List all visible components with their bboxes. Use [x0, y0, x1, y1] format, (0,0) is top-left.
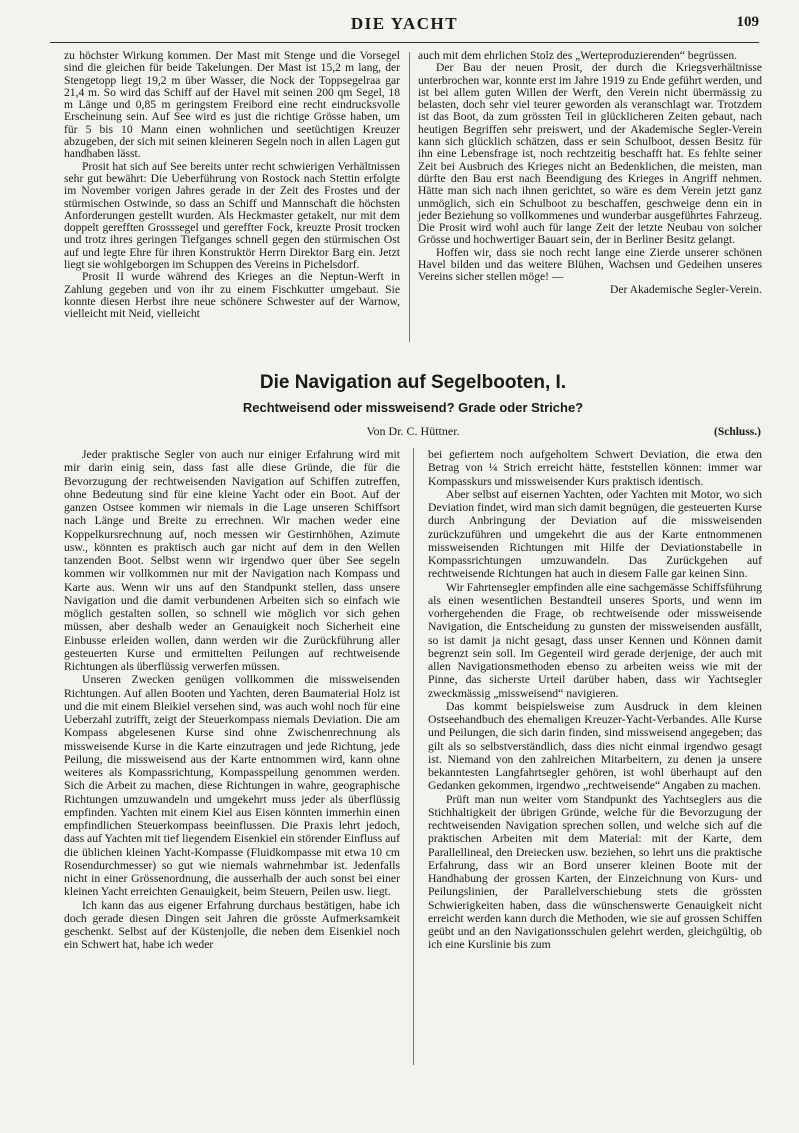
paragraph: auch mit dem ehrlichen Stolz des „Werteproduzierenden“ begrüssen.: [418, 49, 738, 62]
paragraph: Wir Fahrtensegler empfinden alle eine sachgemässe Schiffsführung als einen wesentlichen Bestandteil unseres Sports, und wenn im vorhergehenden die Frage, ob rechtweisende oder missweisende Navigation, die Entscheidung zu gunsten der missweisenden ausfällt, so ist damit ja nicht gesagt, dass unser Kennen und Können damit begrenzt sein soll. Im Gegenteil wird gerade derjenige, der auch mit allen Navigationsmethoden ebenso zu arbeiten weiss wie mit der Pinne, das sicherste Urteil darüber haben, dass wir Yachtsegler zweckmässig „missweisend“ navigieren.: [428, 580, 762, 700]
article-right-column: [428, 448, 762, 952]
author-byline: Von Dr. C. Hüttner.: [366, 424, 460, 438]
header-divider: [50, 42, 759, 43]
paragraph: Der Bau der neuen Prosit, der durch die Kriegsverhältnisse unterbrochen war, konnte erst im Jahre 1919 zu Ende geführt werden, und ist bei allem guten Willen der Werft, den Verein nicht übermässig zu belasten, doch sehr viel teurer geworden als veranschlagt war. Trotzdem ist das Boot, da zum grössten Teil in glücklicheren Zeiten gebaut, nach heutigen Begriffen sehr preiswert, und der Akademische Segler-Verein kann sich glücklich schätzen, dass er sein Schulboot, dessen Besitz für ihn eine Lebensfrage ist, noch rechtzeitig beschafft hat. Es fehlte seiner Zeit bei Ausbruch des Krieges nicht an Bedenklichen, die meisten, man dürfte den Bau erst nach Beendigung des Krieges in Angriff nehmen. Hätte man sich nach ihnen gerichtet, so wäre es dem Verein jetzt ganz unmöglich, sich ein Schulboot zu beschaffen, geschweige denn ein in jeder Beziehung so vollkommenes und wunderbar ausgeführtes Fahrzeug. Die Prosit wird wohl auch für lange Zeit der letzte Neubau von solcher Grösse und hochwertiger Bauart sein, der in Berliner Besitz gelangt.: [418, 61, 762, 247]
article-subtitle: Rechtweisend oder missweisend? Grade oder Striche?: [242, 400, 584, 415]
paragraph: Prosit II wurde während des Krieges an die Neptun-Werft in Zahlung gegeben und von ihr zu einem Fischkutter umgebaut. Sie konnte diesen Herbst ihre neue schönere Schwester auf der Warnow, vielleicht mit Neid, vielleicht: [64, 270, 400, 321]
article-left-column: [64, 448, 400, 952]
paragraph: Jeder praktische Segler von auch nur einiger Erfahrung wird mit mir darin einig sein, dass fast alle diese Gründe, die für die Bevorzugung der rechtweisenden Navigation auf Schiffen zutreffen, ohne Bedeutung sind für eine kleine Yacht oder ein Boot. Auf der ganzen Ostsee kommen wir niemals in die Lage unseren Schiffsort nach Länge und Breite zu errechnen. Wir machen weder eine Koppelkursrechnung auf, noch messen wir Gestirnhöhen, Azimute usw., könnten es praktisch auch gar nicht auf dem in den Wellen tanzenden Boot. Selbst wenn wir irgendwo quer über See segeln kommen wir vollkommen nur mit der Navigation nach Kompass und Karte aus. Wenn wir uns auf den Standpunkt stellen, dass unsere Navigation und die damit verbundenen Arbeiten sich so einfach wie möglich gestalten sollen, so schnell wie möglich vor sich gehen müssen, aber deshalb weder an Genauigkeit noch Sicherheit eine Einbusse erleiden wollen, dann werden wir die Zurückführung aller gesteuerten Kurse und ermittelten Peilungen auf rechtweisende Richtungen als überflüssig verwerfen müssen.: [64, 448, 400, 673]
paragraph: Prüft man nun weiter vom Standpunkt des Yachtseglers aus die Stichhaltigkeit der übrigen Gründe, welche für die Bevorzugung der rechtweisenden Navigation sprechen sollen, und welche sich auf die praktischen Arbeiten mit dem Material: mit der Karte, dem Parallellineal, den Dreiecken usw. beziehen, so lehrt uns die praktische Erfahrung, dass wir an Bord unserer kleinen Boote mit der Handhabung der grossen Karten, der Einzeichnung von Kurs- und Peilungslinien, der Parallelverschiebung stets die grössten Schwierigkeiten haben, dass die wünschenswerte Genauigkeit nicht erreicht werden kann durch die Methoden, wie sie auf grossen Schiffen geübt und an den Navigationsschulen gelehrt werden, gleichgültig, ob ich eine Kurslinie bis zum: [428, 792, 762, 952]
previous-article-right-column: [418, 50, 762, 296]
signature: Der Akademische Segler-Verein.: [609, 282, 762, 296]
paragraph: Das kommt beispielsweise zum Ausdruck in dem kleinen Ostseehandbuch des ehemaligen Kreuzer-Yacht-Verbandes. Alle Kurse und Peilungen, die sich darin finden, sind missweisend angegeben; das gilt als so selbstverständlich, dass dies nicht einmal irgendwo gesagt ist. Niemand von den zahlreichen Mitarbeitern, zu denen ja unsere bekanntesten Langfahrtsegler gehören, ist wohl überhaupt auf den Gedanken gekommen, irgendwo „rechtweisende“ Angaben zu machen.: [428, 699, 762, 793]
paragraph: Hoffen wir, dass sie noch recht lange eine Zierde unserer schönen Havel bilden und das weitere Blühen, Wachsen und Gedeihen unseres Vereins sicher stellen möge! —: [418, 245, 762, 284]
paragraph: Prosit hat sich auf See bereits unter recht schwierigen Verhältnissen sehr gut bewährt: Die Ueberführung von Rostock nach Stettin erfolgte im November vorigen Jahres gerade in der Zeit des Frostes und der stürmischen Ostwinde, so dass an Schiff und Mannschaft die höchsten Anforderungen gestellt wurden. Als Heckmaster getakelt, nur mit dem doppelt gerefften Grosssegel und gereffter Fock, kreuzte Prosit trocken und trotz ihres geringen Tiefganges schnell gegen den stürmischen Ost auf und legte Ehre für ihren Konstruktör Herrn Direktor Barg ein. Jetzt liegt sie wohlgeborgen im Schuppen des Vereins in Pichelsdorf.: [64, 159, 400, 272]
journal-title: DIE YACHT: [350, 14, 459, 33]
paragraph: bei gefiertem noch aufgeholtem Schwert Deviation, die etwa den Betrag von ¼ Strich erreicht hätte, feststellen können: immer war Kompasskurs und missweisender Kurs praktisch identisch.: [428, 448, 762, 488]
page-header: [50, 14, 759, 40]
paragraph: zu höchster Wirkung kommen. Der Mast mit Stenge und die Vorsegel sind die gleichen für beide Takelungen. Der Mast ist 15,2 m lang, der Stengetopp liegt 19,2 m über Wasser, die Nock der Toppsegelraa gar 21,4 m. So wird das Schiff auf der Havel mit seinen 200 qm Segel, 18 m Länge und 0,85 m geringstem Freibord eine recht eindrucksvolle Erscheinung sein. Auf See wird es just die richtige Grösse haben, um für 5 bis 10 Mann einen wohnlichen und seetüchtigen Kreuzer abzugeben, der sich mit seinen kleineren Segeln noch in allen Lagen gut handhaben lässt.: [64, 49, 400, 161]
paragraph: Aber selbst auf eisernen Yachten, oder Yachten mit Motor, wo sich Deviation findet, wird man sich damit begnügen, die gesteuerten Kurse durch Anbringung der Deviation auf die missweisenden zurückzuführen und umgekehrt die aus der Karte entnommenen missweisenden Richtungen mit Hilfe der Deviationstabelle in Kompassrichtungen umzuwandeln. Das Zurückgehen auf rechtweisende Richtungen hat auch in diesem Falle gar keinen Sinn.: [428, 487, 762, 581]
continuation-note: (Schluss.): [714, 426, 761, 438]
previous-article-left-column: [64, 50, 400, 321]
article-title: Die Navigation auf Segelbooten, I.: [259, 372, 567, 393]
column-divider: [413, 448, 414, 1065]
paragraph: Unseren Zwecken genügen vollkommen die missweisenden Richtungen. Auf allen Booten und Yachten, deren Baumaterial Holz ist und die mit einem Bleikiel versehen sind, was auch wohl noch für eine Ueberzahl zutrifft, zeigt der Steuerkompass niemals Deviation. Die am Kompass abgelesenen Kurse sind ohne Zwischenrechnung als missweisende Kurse in die Karte einzutragen und jede Richtung, jede Peilung, die missweisend aus der Karte entnommen wird, kann ohne weiteres als Kompassrichtung, Kompasspeilung genommen werden. Sich die Arbeit zu machen, diese Richtungen in wahre, geographische Richtungen umzuwandeln und umgekehrt muss jeder als überflüssig empfinden. Yachten mit einem Kiel aus Eisen könnten immerhin einen empfindlichen Steuerkompass beeinflussen. Die Praxis lehrt jedoch, dass auf Yachten mit tief liegendem Eisenkiel ein störender Einfluss auf die üblichen kleinen Yacht-Kompasse (Fluidkompasse mit etwa 10 cm Rosendurchmesser) so gut wie niemals wahrnehmbar ist. Jedenfalls nicht in einer Grössenordnung, die ausserhalb der auch sonst bei einer kleinen Yacht erreichten Genauigkeit, beim Steuern, Peilen usw. liegt.: [64, 673, 400, 899]
column-divider: [409, 52, 410, 342]
page-number: 109: [736, 14, 759, 30]
paragraph: Ich kann das aus eigener Erfahrung durchaus bestätigen, habe ich doch gerade diesen Dingen seit Jahren die grösste Aufmerksamkeit geschenkt. Selbst auf der Küstenjolle, die neben dem Eisenkiel noch ein Schwert hat, habe ich weder: [64, 898, 400, 952]
